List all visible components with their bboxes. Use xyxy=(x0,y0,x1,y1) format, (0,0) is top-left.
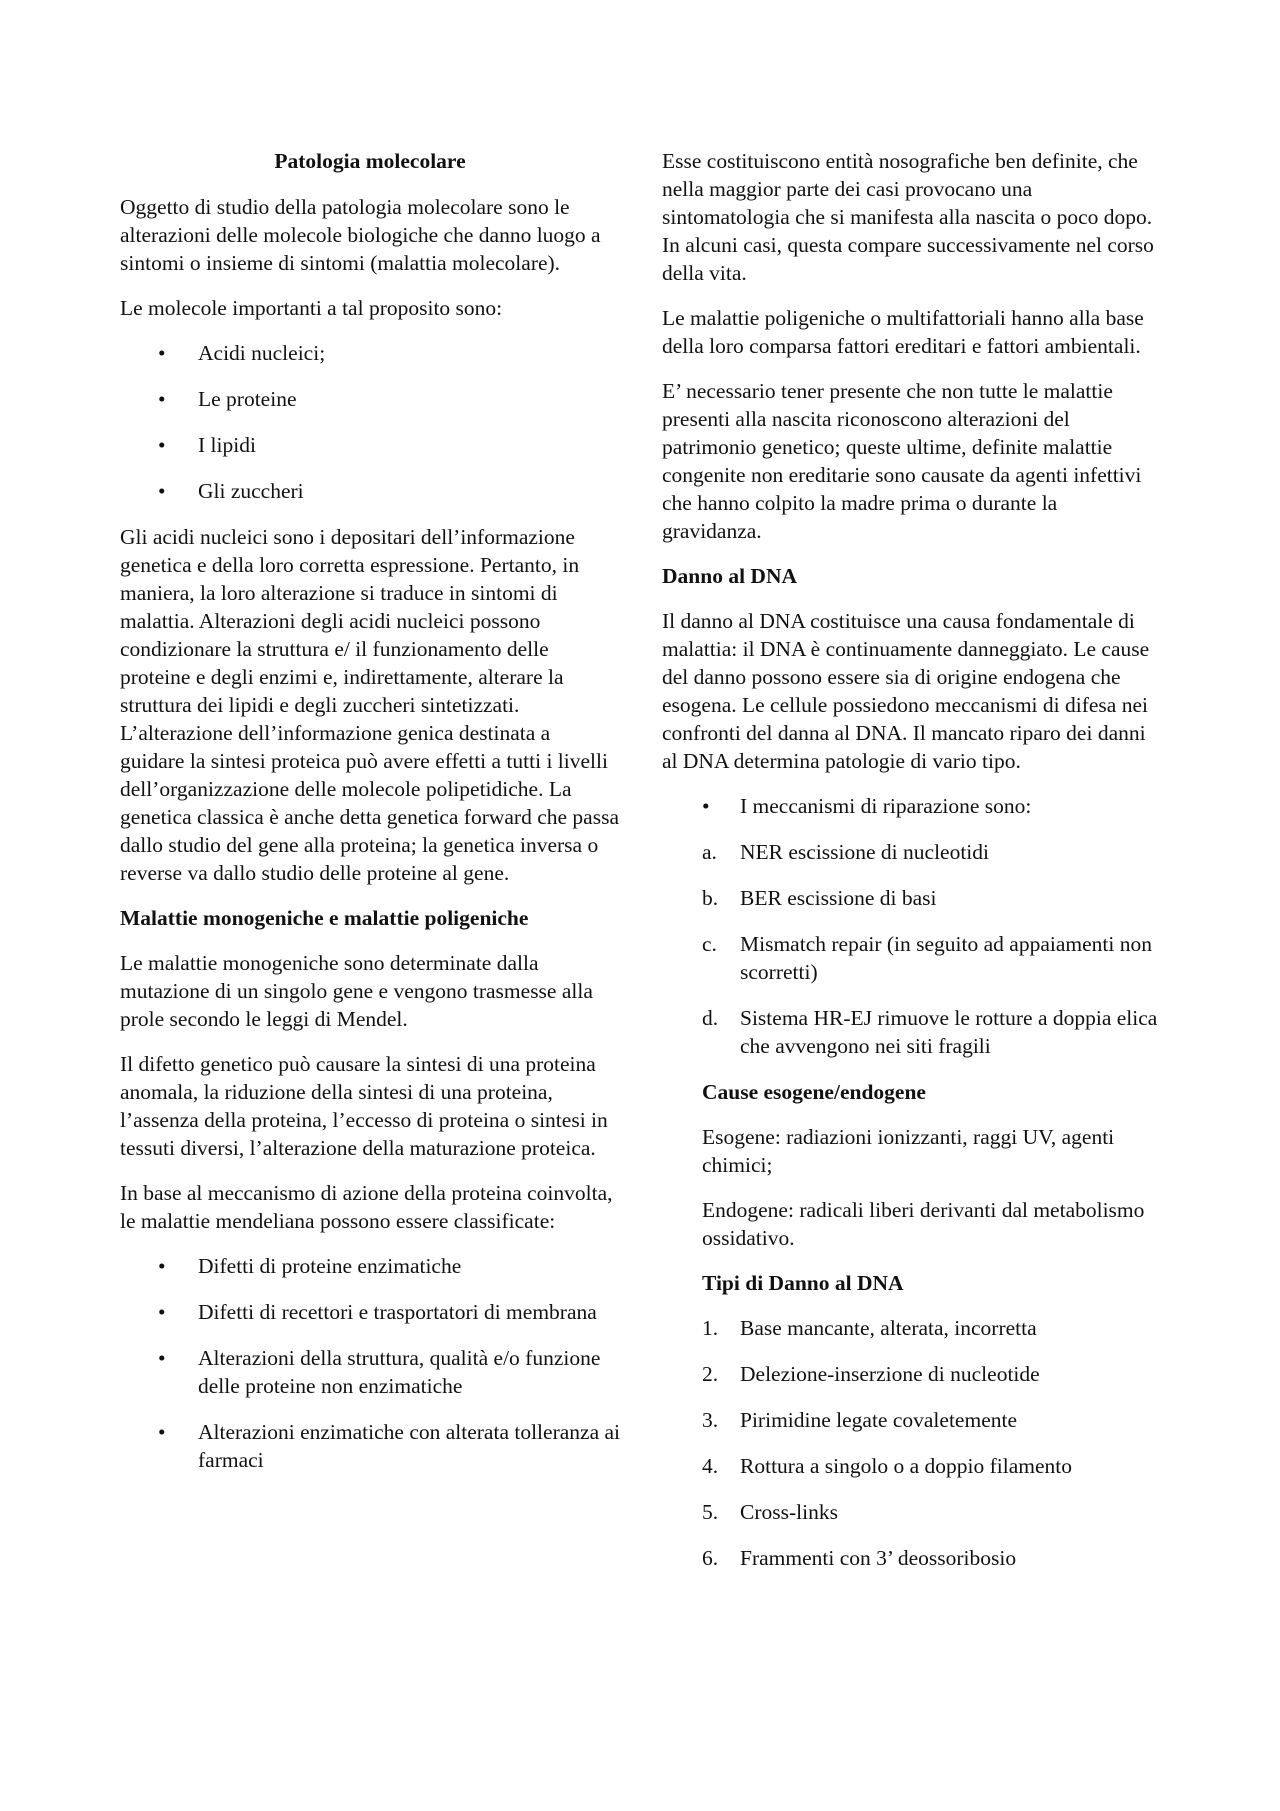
monogenic-paragraph: Le malattie monogeniche sono determinate dalla mutazione di un singolo gene e vengono trasmesse alla prole secondo le leggi di Mendel. xyxy=(120,951,593,1031)
page-title: Patologia molecolare xyxy=(274,149,466,173)
list-marker: 1. xyxy=(702,1316,719,1340)
section-heading-damage-types: Tipi di Danno al DNA xyxy=(702,1271,904,1295)
section-heading-causes: Cause esogene/endogene xyxy=(702,1080,926,1104)
dna-damage-paragraph: Il danno al DNA costituisce una causa fondamentale di malattia: il DNA è continuamente danneggiato. Le cause del danno possono essere sia di origine endogena che esogena. Le cellule possiedono meccanismi di difesa nei confronti del danna al DNA. Il mancato riparo dei danni al DNA determina patologie di vario tipo. xyxy=(662,609,1150,773)
list-marker: b. xyxy=(702,886,719,910)
list-item: • Le proteine xyxy=(158,387,297,411)
intro-paragraph: Oggetto di studio della patologia molecolare sono le alterazioni delle molecole biologiche che danno luogo a sintomi o insieme di sintomi (malattia molecolare). xyxy=(120,195,601,275)
list-item: d. Sistema HR-EJ rimuove le rotture a doppia elica che avvengono nei siti fragili xyxy=(702,1006,1158,1058)
list-item: 4. Rottura a singolo o a doppio filamento xyxy=(702,1454,1073,1478)
list-item: • Alterazioni della struttura, qualità e/o funzione delle proteine non enzimatiche xyxy=(158,1346,601,1398)
list-item: c. Mismatch repair (in seguito ad appaiamenti non scorretti) xyxy=(702,932,1152,984)
bullet-icon: • xyxy=(158,1420,166,1444)
list-item: 6. Frammenti con 3’ deossoribosio xyxy=(702,1546,1017,1570)
bullet-icon: • xyxy=(158,1346,166,1370)
section-heading-dna-damage: Danno al DNA xyxy=(662,564,797,588)
repair-mechanisms-list xyxy=(662,838,1162,1060)
bullet-icon: • xyxy=(158,341,166,365)
list-item: 5. Cross-links xyxy=(702,1500,838,1524)
list-marker: a. xyxy=(702,840,717,864)
molecules-list xyxy=(120,339,620,505)
classification-list xyxy=(120,1252,620,1474)
list-marker: 5. xyxy=(702,1500,719,1524)
exogenous-causes: Esogene: radiazioni ionizzanti, raggi UV, agenti chimici; xyxy=(702,1125,1115,1177)
list-marker: 2. xyxy=(702,1362,719,1386)
section-heading-monogenic: Malattie monogeniche e malattie poligeniche xyxy=(120,906,529,930)
list-marker: 6. xyxy=(702,1546,719,1570)
repair-intro-list xyxy=(662,792,1162,820)
bullet-icon: • xyxy=(158,479,166,503)
bullet-icon: • xyxy=(158,387,166,411)
polygenic-paragraph: Le malattie poligeniche o multifattoriali hanno alla base della loro comparsa fattori ereditari e fattori ambientali. xyxy=(662,306,1144,358)
list-marker: 4. xyxy=(702,1454,719,1478)
defect-paragraph: Il difetto genetico può causare la sintesi di una proteina anomala, la riduzione della sintesi di una proteina, l’assenza della proteina, l’eccesso di proteina o sintesi in tessuti diversi, l’alterazione della maturazione proteica. xyxy=(120,1052,608,1160)
damage-types-list xyxy=(662,1314,1162,1572)
list-item: 1. Base mancante, alterata, incorretta xyxy=(702,1316,1037,1340)
entities-paragraph: Esse costituiscono entità nosografiche ben definite, che nella maggior parte dei casi provocano una sintomatologia che si manifesta alla nascita o poco dopo. In alcuni casi, questa compare successivamente nel corso della vita. xyxy=(662,149,1154,285)
endogenous-causes: Endogene: radicali liberi derivanti dal metabolismo ossidativo. xyxy=(702,1198,1145,1250)
list-item: • I meccanismi di riparazione sono: xyxy=(702,794,1032,818)
right-column xyxy=(662,147,1162,1590)
list-marker: d. xyxy=(702,1006,719,1030)
list-item: 3. Pirimidine legate covaletemente xyxy=(702,1408,1018,1432)
left-column xyxy=(120,147,620,1492)
list-item: • Alterazioni enzimatiche con alterata tolleranza ai farmaci xyxy=(158,1420,621,1472)
bullet-icon: • xyxy=(158,433,166,457)
congenital-paragraph: E’ necessario tener presente che non tutte le malattie presenti alla nascita riconoscono alterazioni del patrimonio genetico; queste ultime, definite malattie congenite non ereditarie sono causate da agenti infettivi che hanno colpito la madre prima o durante la gravidanza. xyxy=(662,379,1142,543)
list-item: • Difetti di recettori e trasportatori di membrana xyxy=(158,1300,597,1324)
mechanism-paragraph: In base al meccanismo di azione della proteina coinvolta, le malattie mendeliana possono essere classificate: xyxy=(120,1181,613,1233)
bullet-icon: • xyxy=(158,1254,166,1278)
bullet-icon: • xyxy=(158,1300,166,1324)
list-item: • Gli zuccheri xyxy=(158,479,304,503)
molecules-lead: Le molecole importanti a tal proposito sono: xyxy=(120,296,503,320)
list-item: • Acidi nucleici; xyxy=(158,341,326,365)
nucleic-acids-paragraph: Gli acidi nucleici sono i depositari dell’informazione genetica e della loro corretta espressione. Pertanto, in maniera, la loro alterazione si traduce in sintomi di malattia. Alterazioni degli acidi nucleici possono condizionare la struttura e/ il funzionamento delle proteine e degli enzimi e, indirettamente, alterare la struttura dei lipidi e degli zuccheri sintetizzati. L’alterazione dell’informazione genica destinata a guidare la sintesi proteica può avere effetti a tutti i livelli dell’organizzazione delle molecole polipetidiche. La genetica classica è anche detta genetica forward che passa dallo studio del gene alla proteina; la genetica inversa o reverse va dallo studio delle proteine al gene. xyxy=(120,525,619,885)
bullet-icon: • xyxy=(702,794,710,818)
list-marker: c. xyxy=(702,932,717,956)
list-item: • Difetti di proteine enzimatiche xyxy=(158,1254,462,1278)
list-item: a. NER escissione di nucleotidi xyxy=(702,840,990,864)
list-marker: 3. xyxy=(702,1408,719,1432)
list-item: • I lipidi xyxy=(158,433,256,457)
list-item: b. BER escissione di basi xyxy=(702,886,937,910)
list-item: 2. Delezione-inserzione di nucleotide xyxy=(702,1362,1040,1386)
